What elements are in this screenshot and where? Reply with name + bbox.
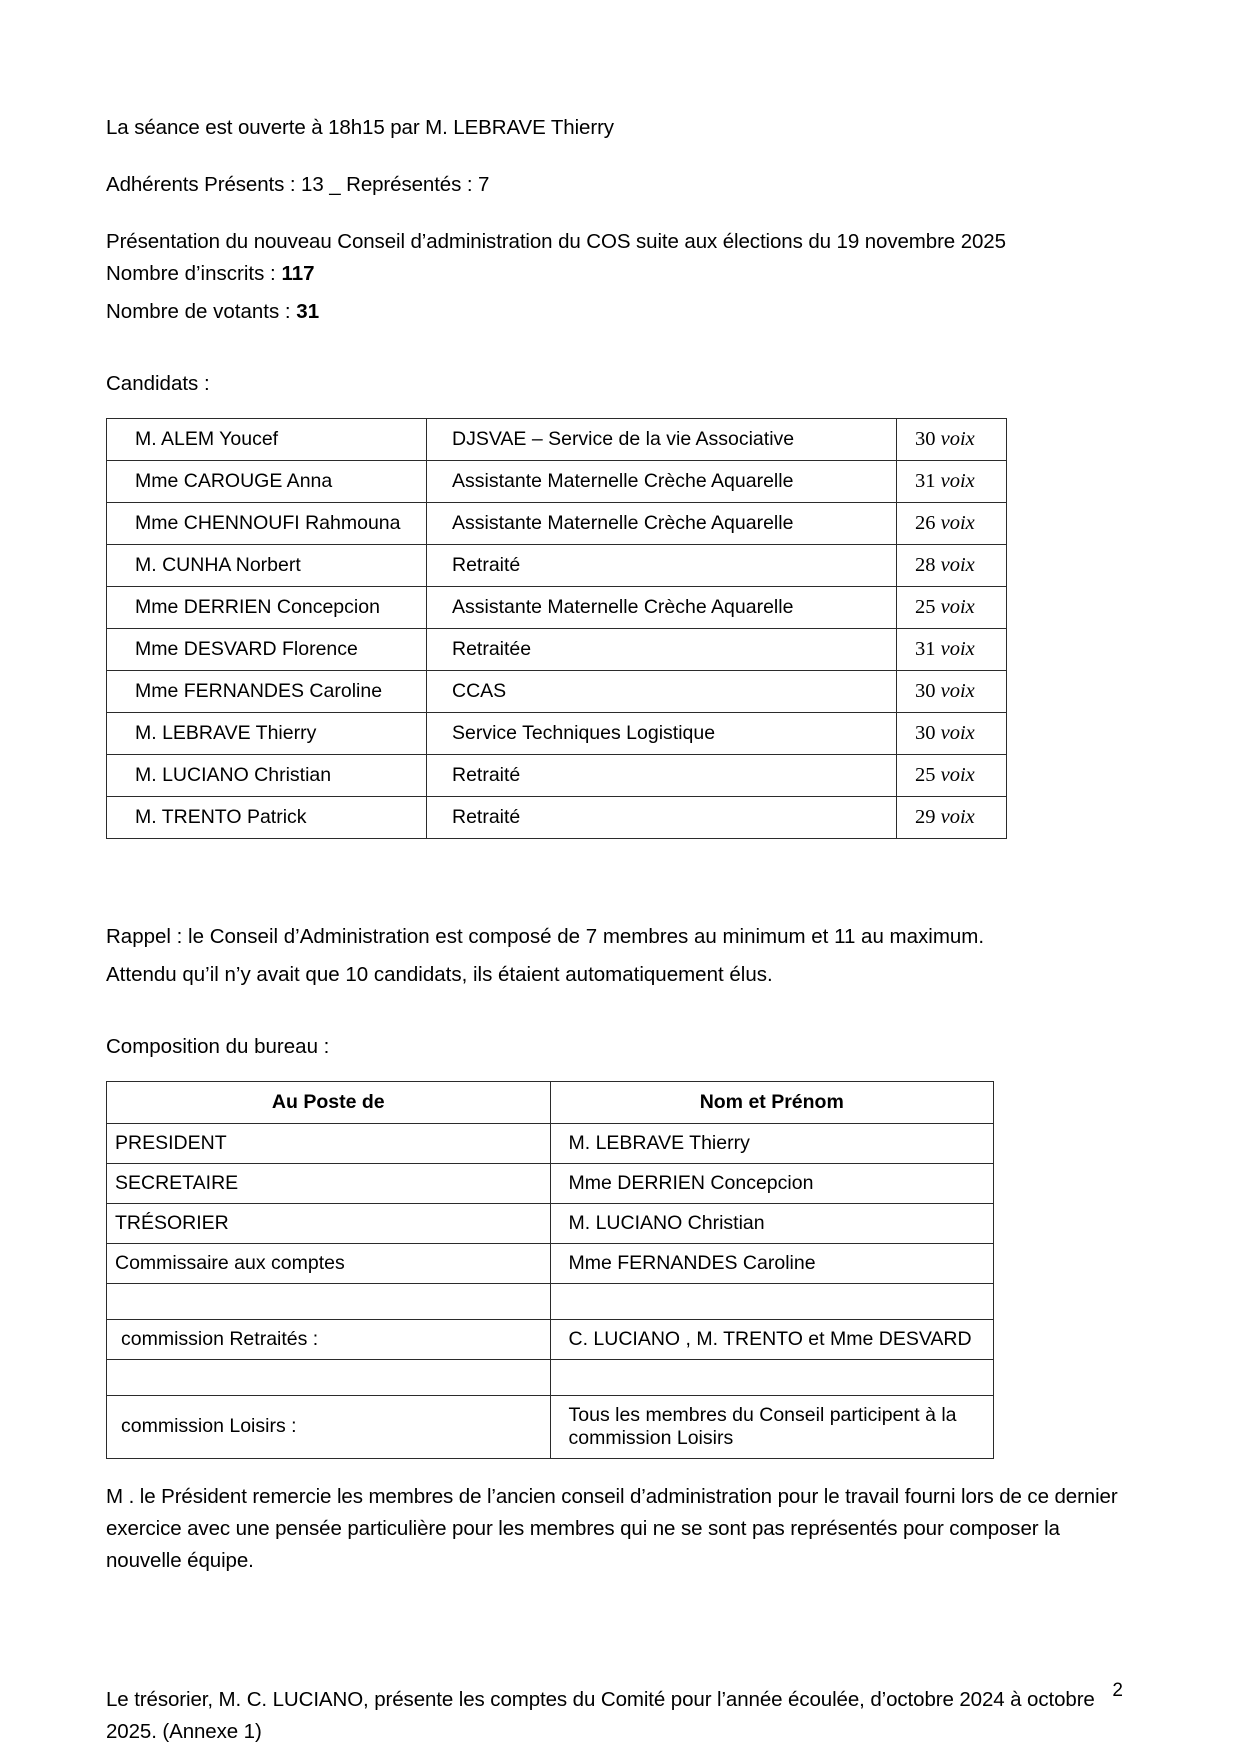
- candidates-table: [106, 418, 1007, 839]
- candidate-name: Mme CAROUGE Anna: [107, 460, 427, 502]
- candidate-votes: [897, 754, 1007, 796]
- table-row: [107, 796, 1007, 838]
- bureau-post: PRESIDENT: [107, 1123, 551, 1163]
- bureau-table-body: [107, 1123, 994, 1458]
- opening-line: La séance est ouverte à 18h15 par M. LEBRAVE Thierry: [106, 116, 614, 139]
- bureau-person: [550, 1283, 994, 1319]
- bureau-post: TRÉSORIER: [107, 1203, 551, 1243]
- votes-number: 25: [915, 763, 936, 786]
- voters-value: 31: [296, 299, 320, 323]
- table-row: [107, 1243, 994, 1283]
- registered-value: 117: [281, 261, 315, 285]
- bureau-table-head: [107, 1081, 994, 1123]
- votes-number: 31: [915, 469, 936, 492]
- candidate-votes: [897, 502, 1007, 544]
- table-row-empty: [107, 1359, 994, 1395]
- candidates-heading: Candidats :: [106, 371, 210, 395]
- table-row: [107, 670, 1007, 712]
- voters-label: Nombre de votants :: [106, 299, 297, 323]
- column-header-name: Nom et Prénom: [550, 1081, 994, 1123]
- registered-label: Nombre d’inscrits :: [106, 261, 282, 285]
- candidate-votes: [897, 586, 1007, 628]
- candidate-name: M. LEBRAVE Thierry: [107, 712, 427, 754]
- bureau-post: SECRETAIRE: [107, 1163, 551, 1203]
- rappel-line-2: Attendu qu’il n’y avait que 10 candidats, ils étaient automatiquement élus.: [106, 962, 773, 986]
- table-row: [107, 712, 1007, 754]
- table-row: [107, 418, 1007, 460]
- bureau-person: [550, 1359, 994, 1395]
- votes-unit: voix: [940, 679, 975, 702]
- bureau-post: [107, 1283, 551, 1319]
- bureau-heading: Composition du bureau :: [106, 1034, 330, 1058]
- rappel-line-1: Rappel : le Conseil d’Administration est composé de 7 membres au minimum et 11 au maximum.: [106, 924, 985, 948]
- table-row: [107, 628, 1007, 670]
- votes-number: 30: [915, 679, 936, 702]
- bureau-person: M. LUCIANO Christian: [550, 1203, 994, 1243]
- candidate-name: Mme DESVARD Florence: [107, 628, 427, 670]
- candidate-votes: [897, 460, 1007, 502]
- page-number: 2: [1112, 1680, 1123, 1701]
- voters-count-line: [106, 296, 1123, 328]
- candidate-votes: [897, 712, 1007, 754]
- candidate-role: Retraité: [427, 796, 897, 838]
- votes-number: 28: [915, 553, 936, 576]
- votes-unit: voix: [940, 427, 975, 450]
- candidate-role: CCAS: [427, 670, 897, 712]
- bureau-person: Mme FERNANDES Caroline: [550, 1243, 994, 1283]
- bureau-post: [107, 1359, 551, 1395]
- candidate-name: Mme FERNANDES Caroline: [107, 670, 427, 712]
- votes-unit: voix: [940, 511, 975, 534]
- bureau-person: Mme DERRIEN Concepcion: [550, 1163, 994, 1203]
- votes-number: 29: [915, 805, 936, 828]
- spacer: [106, 1602, 1123, 1684]
- votes-number: 30: [915, 427, 936, 450]
- candidate-name: M. TRENTO Patrick: [107, 796, 427, 838]
- spacer: [106, 406, 1123, 418]
- candidate-role: Assistante Maternelle Crèche Aquarelle: [427, 502, 897, 544]
- candidate-role: Retraité: [427, 544, 897, 586]
- candidate-votes: [897, 418, 1007, 460]
- candidate-name: Mme CHENNOUFI Rahmouna: [107, 502, 427, 544]
- bureau-person: M. LEBRAVE Thierry: [550, 1123, 994, 1163]
- candidate-votes: [897, 670, 1007, 712]
- candidate-role: Assistante Maternelle Crèche Aquarelle: [427, 460, 897, 502]
- table-header-row: [107, 1081, 994, 1123]
- attendance-line: Adhérents Présents : 13 _ Représentés : 7: [106, 172, 490, 196]
- candidate-name: M. ALEM Youcef: [107, 418, 427, 460]
- votes-number: 30: [915, 721, 936, 744]
- table-row-empty: [107, 1283, 994, 1319]
- table-row: [107, 460, 1007, 502]
- presentation-line: Présentation du nouveau Conseil d’administration du COS suite aux élections du 19 novembre 2025: [106, 229, 1006, 253]
- candidate-votes: [897, 796, 1007, 838]
- table-row: [107, 586, 1007, 628]
- bureau-post: commission Loisirs :: [107, 1395, 551, 1458]
- votes-unit: voix: [940, 805, 975, 828]
- spacer: [106, 1459, 1123, 1481]
- votes-unit: voix: [940, 469, 975, 492]
- votes-unit: voix: [940, 721, 975, 744]
- bureau-person: Tous les membres du Conseil participent à la commission Loisirs: [550, 1395, 994, 1458]
- votes-unit: voix: [940, 595, 975, 618]
- table-row: [107, 1163, 994, 1203]
- votes-number: 31: [915, 637, 936, 660]
- bureau-table: [106, 1081, 994, 1459]
- closing-paragraph: M . le Président remercie les membres de l’ancien conseil d’administration pour le travail fourni lors de ce dernier exercice avec une pensée particulière pour les membres qui ne se sont pas représentés pour composer la nouvelle équipe.: [106, 1484, 1118, 1572]
- table-row: [107, 502, 1007, 544]
- table-row: [107, 1203, 994, 1243]
- votes-unit: voix: [940, 553, 975, 576]
- table-row: [107, 754, 1007, 796]
- votes-unit: voix: [940, 763, 975, 786]
- spacer: [106, 1069, 1123, 1081]
- candidates-table-body: [107, 418, 1007, 838]
- table-row: [107, 1123, 994, 1163]
- candidate-name: M. CUNHA Norbert: [107, 544, 427, 586]
- votes-number: 25: [915, 595, 936, 618]
- candidate-role: Service Techniques Logistique: [427, 712, 897, 754]
- spacer: [106, 997, 1123, 1031]
- registered-count-line: [106, 258, 1123, 290]
- candidate-role: DJSVAE – Service de la vie Associative: [427, 418, 897, 460]
- candidate-name: M. LUCIANO Christian: [107, 754, 427, 796]
- table-row: [107, 544, 1007, 586]
- table-row: [107, 1319, 994, 1359]
- bureau-post: commission Retraités :: [107, 1319, 551, 1359]
- candidate-role: Retraitée: [427, 628, 897, 670]
- votes-unit: voix: [940, 637, 975, 660]
- candidate-votes: [897, 628, 1007, 670]
- candidate-role: Assistante Maternelle Crèche Aquarelle: [427, 586, 897, 628]
- spacer: [106, 334, 1123, 368]
- spacer: [106, 839, 1123, 921]
- candidate-votes: [897, 544, 1007, 586]
- bureau-person: C. LUCIANO , M. TRENTO et Mme DESVARD: [550, 1319, 994, 1359]
- column-header-post: Au Poste de: [107, 1081, 551, 1123]
- votes-number: 26: [915, 511, 936, 534]
- treasurer-paragraph: Le trésorier, M. C. LUCIANO, présente les comptes du Comité pour l’année écoulée, d’octobre 2024 à octobre 2025. (Annexe 1): [106, 1687, 1095, 1743]
- candidate-name: Mme DERRIEN Concepcion: [107, 586, 427, 628]
- table-row: [107, 1395, 994, 1458]
- bureau-post: Commissaire aux comptes: [107, 1243, 551, 1283]
- candidate-role: Retraité: [427, 754, 897, 796]
